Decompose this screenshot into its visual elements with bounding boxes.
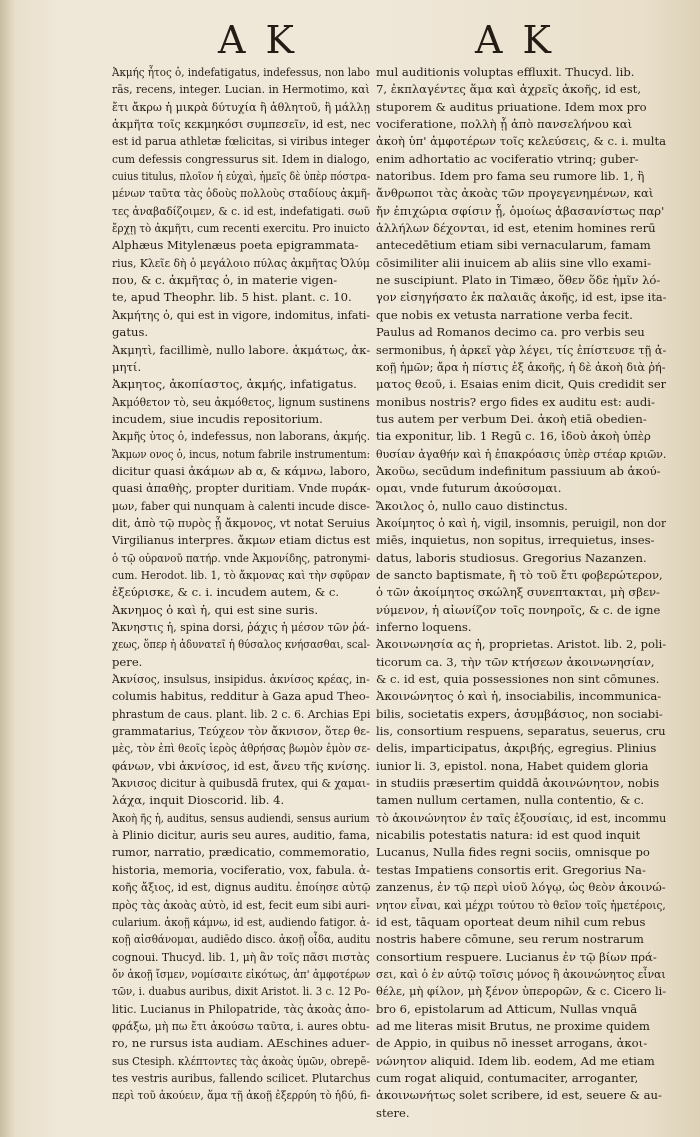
text-line: rās, recens, integer. Lucian. in Hermotimo, καὶ — [112, 82, 370, 97]
text-line: θέλε, μὴ φίλον, μὴ ξένον ὑπερορῶν, & c. Cicero li- — [376, 984, 666, 999]
text-line: νητον εἶναι, καὶ μέχρι τούτου τὸ θεῖον τοῖς ἡμετέροις, — [376, 897, 666, 912]
text-line: cularium. ἀκοῇ κάμνω, id est, audiendo fatigor. ἀ- — [112, 914, 370, 929]
text-line: vociferatione, πολλὴ ᾗ ἀπὸ πανσελήνου καὶ — [376, 117, 633, 132]
text-line: Ἀκοινωνησία ας ἡ, proprietas. Aristot. lib. 2, poli- — [376, 637, 666, 652]
text-line: tus autem per verbum Dei. ἀκοὴ etiā obedien- — [376, 411, 647, 426]
text-line: ομαι, vnde futurum ἀκούσομαι. — [376, 481, 562, 496]
text-line: Ἀκοῦω, secūdum indefinitum passiuum ab ἀκού- — [376, 463, 661, 478]
text-line: ἀκοινωνήτως solet scribere, id est, seuere & au- — [376, 1088, 662, 1103]
text-line: Ἀκοίμητος ὁ καὶ ἡ, vigil, insomnis, peruigil, non dor — [376, 515, 667, 530]
text-line: dit, ἀπὸ τῷ πυρὸς ᾗ ἄκμονος, vt notat Seruius — [112, 515, 370, 530]
text-line: dicitur quasi ἀκάμων ab α, & κάμνω, laboro, — [112, 463, 371, 478]
text-line: λάχα, inquit Dioscorid. lib. 4. — [112, 793, 285, 808]
text-line: cognoui. Thucyd. lib. 1, μὴ ἂν τοῖς πᾶσι πιστὰς — [112, 949, 370, 964]
text-line: bilis, societatis expers, ἀσυμβάσιος, non sociabi- — [376, 706, 663, 721]
text-line: κοῆς ἄξιος, id est, dignus auditu. ἐποίησε αὐτῷ — [112, 880, 371, 895]
text-line: θυσίαν ἀγαθήν καὶ ἡ ἐπακρόασις ὑπὲρ στέαρ κριῶν. — [376, 446, 667, 461]
text-line: litic. Lucianus in Philopatride, τὰς ἀκοὰς ἀπο- — [112, 1001, 370, 1016]
text-line: rius, Κλεῖε δὴ ὁ μεγάλοιο πύλας ἀκμῆτας Ὀλύμ — [112, 255, 370, 270]
text-line: Ἀκμῆς ὑτος ὁ, indefessus, non laborans, ἀκμής. — [112, 429, 370, 444]
text-line: stuporem & auditus priuatione. Idem mox pro — [376, 99, 647, 114]
text-line: quasi ἀπαθὴς, propter duritiam. Vnde πυράκ- — [112, 481, 371, 496]
text-line: & c. id est, quia possessiones non sint cōmunes. — [376, 672, 660, 687]
text-line: Ἄκνηστις ἡ, spina dorsi, ῥάχις ἡ μέσον τῶν ῥά- — [112, 620, 370, 634]
text-line: nostris habere cōmune, seu rerum nostrarum — [376, 932, 644, 947]
text-line: cum. Herodot. lib. 1, τὸ ἄκμονας καὶ τὴν σφῦραν — [112, 567, 371, 582]
text-line: ἔτι ἄκρω ἡ μικρὰ δύτυχία ἢ ἀθλητοῦ, ἣ μάλλῃ — [112, 99, 371, 114]
text-line: rumor, narratio, prædicatio, commemoratio, — [112, 845, 370, 860]
text-line: est id parua athletæ fœlicitas, si viribus integer — [112, 134, 370, 149]
text-line: tes vestris auribus, fallendo scilicet. Plutarchus — [112, 1070, 371, 1085]
text-line: incudem, siue incudis repositorium. — [112, 411, 323, 426]
right-column — [376, 64, 666, 1122]
text-line: nicabilis potestatis natura: id est quod inquit — [376, 828, 641, 843]
text-line: tia exponitur, lib. 1 Regū c. 16, ἰδοὺ ἀκοὴ ὑπὲρ — [376, 429, 651, 444]
text-line: gatus. — [112, 325, 149, 340]
text-line: lis, consortium respuens, separatus, seuerus, cru — [376, 724, 666, 739]
text-line: ἀκοὴ ὑπ' ἀμφοτέρων τοῖς κελεύσεις, & c. i. multa — [376, 134, 667, 149]
text-line: ad me literas misit Brutus, ne proxime quidem — [376, 1018, 650, 1033]
text-line: Ἀκοὴ ῆς ἡ, auditus, sensus audiendi, sensus aurium — [112, 810, 370, 825]
text-line: Virgilianus interpres. ἄκμων etiam dictus est — [112, 533, 371, 548]
text-line: delis, imparticipatus, ἀκριβής, egregius. Plinius — [376, 741, 657, 756]
text-line: te, apud Theophr. lib. 5 hist. plant. c. 10. — [112, 290, 352, 305]
text-line: ἀλλήλων δέχονται, id est, etenim homines rerū — [376, 221, 656, 236]
text-line: ticorum ca. 3, τὴν τῶν κτήσεων ἀκοινωνησίαν, — [376, 654, 655, 669]
text-line: πρὸς τὰς ἀκοὰς αὐτὸ, id est, fecit eum sibi auri- — [112, 897, 371, 912]
text-line: que nobis ex vetusta narratione verba fecit. — [376, 307, 633, 322]
text-line: Ἀκνίσος, insulsus, insipidus. ἀκνίσος κρέας, in- — [112, 672, 370, 687]
text-line: τες ἀναβαδίζοιμεν, & c. id est, indefatigati. σωῦ — [112, 203, 370, 218]
text-line: Ἀκμής ἦτος ὁ, indefatigatus, indefessus, non labo — [112, 65, 370, 79]
text-line: τῶν, i. duabus auribus, dixit Aristot. li. 3 c. 12 Po- — [112, 984, 371, 999]
text-line: de sancto baptismate, ἢ τὸ τοῦ ἔτι φοβερώτερον, — [376, 567, 663, 582]
text-line: χεως, ὅπερ ἡ ἀδυνατεῖ ἡ θύσαλος κνήσασθαι, scal- — [112, 637, 371, 652]
text-line: iunior li. 3, epistol. nona, Habet quidem gloria — [376, 758, 649, 773]
text-line: miēs, inquietus, non sopitus, irrequietus, inses- — [376, 533, 655, 548]
text-line: Ἄκοιλος ὁ, nullo cauo distinctus. — [376, 498, 568, 513]
text-line: enim adhortatio ac vociferatio vtrinq; guber- — [376, 151, 639, 166]
text-line: 7, ἐκπλαγέντες ἅμα καὶ ἀχρεῖς ἀκοῆς, id est, — [376, 82, 642, 97]
text-line: Ἀκμόθετον τὸ, seu ἀκμόθετος, lignum sustinens — [112, 394, 370, 409]
text-line: bro 6, epistolarum ad Atticum, Nullas vnquā — [376, 1001, 638, 1016]
text-line: zanzenus, ἐν τῷ περὶ υἱοῦ λόγῳ, ὡς θεὸν ἀκοινώ- — [376, 880, 666, 895]
text-line: pere. — [112, 654, 143, 669]
text-line: ἤν ἐπιχώρια σφίσιν ᾖ, ὁμοίως ἀβασανίστως παρ' — [376, 203, 665, 218]
text-line: tamen nullum certamen, nulla contentio, & c. — [376, 793, 645, 808]
text-line: τὸ ἀκοινώνητον ἐν ταῖς ἐξουσίαις, id est, incommu — [376, 810, 666, 825]
text-line: Ἀκνημος ὁ καὶ ἡ, qui est sine suris. — [112, 602, 319, 617]
text-line: φράξω, μὴ πω ἔτι ἀκούσω ταῦτα, i. aures obtu- — [112, 1018, 370, 1033]
text-line: ὁ τῶν ἀκοίμητος σκώληξ συνεπτακται, μὴ σβεν- — [376, 585, 660, 600]
text-line: κοῇ ἡμῶν; ἄρα ἡ πίστις ἐξ ἀκοῆς, ἡ δὲ ἀκοὴ διὰ ῥή- — [376, 359, 666, 374]
text-line: νύμενον, ἡ αἰωνίζον τοῖς πονηροῖς, & c. de igne — [376, 602, 661, 617]
text-line: ἄνθρωποι τὰς ἀκοὰς τῶν προγεγενημένων, καὶ — [376, 186, 654, 201]
text-line: ἀκμῆτα τοῖς κεκμηκόσι συμπεσεῖν, id est, nec — [112, 117, 371, 132]
text-line: Ἄκνισος dicitur à quibusdā frutex, qui & χαμαι- — [112, 776, 370, 791]
text-line: testas Impatiens consortis erit. Gregorius Na- — [376, 862, 646, 877]
text-line: μητί. — [112, 359, 142, 374]
text-line: antecedētium etiam sibi vernacularum, famam — [376, 238, 651, 253]
text-line: Paulus ad Romanos decimo ca. pro verbis seu — [376, 325, 645, 340]
text-line: historia, memoria, vociferatio, vox, fabula. ἀ- — [112, 862, 371, 877]
running-head-right: A K — [475, 18, 555, 62]
text-line: grammatarius, Τεύχεον τὸν ἄκνισον, ὅτερ θε- — [112, 724, 370, 739]
text-line: Ἀκοινώνητος ὁ καὶ ἡ, insociabilis, incommunica- — [376, 689, 662, 704]
text-line: columis habitus, redditur à Gaza apud Theo- — [112, 689, 370, 704]
text-line: Lucanus, Nulla fides regni sociis, omnisque po — [376, 845, 650, 860]
text-line: σει, καὶ ὁ ἐν αὐτῷ τοῖσις μόνος ἢ ἀκοινώνητος εἶναι — [376, 966, 666, 981]
left-column — [112, 64, 370, 1105]
text-line: phrastum de caus. plant. lib. 2 c. 6. Archias Epi — [112, 706, 371, 721]
text-line: à Plinio dicitur, auris seu aures, auditio, fama, — [112, 828, 370, 843]
text-line: μὲς, τὸν ἐπὶ θεοῖς ἱερὸς ἀθρήσας βωμὸν ἐμὸν σε- — [112, 741, 371, 756]
text-line: μων, faber qui nunquam à calenti incude disce- — [112, 498, 370, 513]
text-line: Alphæus Mitylenæus poeta epigrammata- — [112, 238, 359, 253]
text-line: μένων ταῦτα τὰς ὁδοὺς πολλοὺς σταδίους ἀκμῆ- — [112, 186, 371, 201]
text-line: ἐξεύρισκε, & c. i. incudem autem, & c. — [112, 585, 340, 600]
text-line: datus, laboris studiosus. Gregorius Nazanzen. — [376, 550, 647, 565]
text-line: sermonibus, ἡ ἀρκεῖ γὰρ λέγει, τίς ἐπίστευσε τῇ ἀ- — [376, 342, 667, 357]
text-line: Ἀκμήτης ὁ, qui est in vigore, indomitus, infati- — [112, 307, 370, 322]
text-line: sus Ctesiph. κλέπτοντες τὰς ἀκοὰς ὑμῶν, obrepē- — [112, 1053, 370, 1068]
text-line: που, & c. ἀκμῆτας ὁ, in materie vigen- — [112, 273, 338, 288]
binding-gutter — [0, 0, 14, 1137]
text-line: φάνων, vbi ἀκνίσος, id est, ἄνευ τῆς κνίσης. — [112, 758, 371, 773]
text-line: ὄν ἀκοῇ ἴσμεν, νομίσαιτε εἰκότως, ἀπ' ἀμφοτέρων — [112, 966, 371, 981]
text-line: ὁ τῷ οὐρανοῦ πατήρ. vnde Ἀκμονίδης, patronymi- — [112, 550, 371, 565]
text-line: Ἄκμων ονος ὁ, incus, notum fabrile instrumentum: — [112, 446, 371, 461]
text-line: monibus nostris? ergo fides ex auditu est: audi- — [376, 394, 655, 409]
text-line: γον εἰσηγήσατο ἐκ παλαιᾶς ἀκοῆς, id est, ipse ita- — [376, 290, 667, 305]
text-line: νώνητον aliquid. Idem lib. eodem, Ad me etiam — [376, 1053, 655, 1068]
text-line: de Appio, in quibus nō inesset arrogans, ἀκοι- — [376, 1036, 648, 1051]
text-line: stere. — [376, 1105, 410, 1120]
text-line: cum defessis congressurus sit. Idem in dialogo, — [112, 151, 371, 166]
text-line: id est, tāquam oporteat deum nihil cum rebus — [376, 914, 646, 929]
text-line: ἔρχῃ τὸ ἀκμῆτι, cum recenti exercitu. Pro inuicto — [112, 221, 370, 236]
text-line: natoribus. Idem pro fama seu rumore lib. 1, ἢ — [376, 169, 645, 184]
text-line: ro, ne rursus ista audiam. AEschines aduer- — [112, 1036, 370, 1051]
text-line: Ἀκμητος, ἀκοπίαστος, ἀκμής, infatigatus. — [112, 377, 357, 392]
text-line: mul auditionis voluptas effluxit. Thucyd. lib. — [376, 65, 635, 79]
text-line: κοῇ αἰσθάνομαι, audiēdo disco. ἀκοῇ οἶδα, auditu — [112, 932, 371, 947]
text-line: inferno loquens. — [376, 620, 472, 634]
running-head-left: A K — [218, 18, 298, 62]
text-line: in studiis præsertim quiddā ἀκοινώνητον, nobis — [376, 776, 660, 791]
text-line: περὶ τοῦ ἀκούειν, ἅμα τῇ ἀκοῇ ἐξερρύη τὸ ἡδύ, fi- — [112, 1088, 371, 1103]
text-line: cum rogat aliquid, contumaciter, arroganter, — [376, 1070, 639, 1085]
text-line: ματος θεοῦ, i. Esaias enim dicit, Quis credidit ser — [376, 377, 666, 392]
text-line: cōsimiliter alii inuicem ab aliis sine vllo exami- — [376, 255, 652, 270]
text-line: cuius titulus, πλοῖον ἡ εὐχαὶ, ἡμεῖς δὲ ὑπὲρ πόστρα- — [112, 169, 371, 184]
text-line: consortium respuere. Lucianus ἐν τῷ βίων πρά- — [376, 949, 657, 964]
text-line: ne suscipiunt. Plato in Timæo, ὅθεν ὅδε ἡμῖν λό- — [376, 273, 661, 288]
text-line: Ἀκμητὶ, facillimè, nullo labore. ἀκμάτως, ἀκ- — [112, 342, 371, 357]
